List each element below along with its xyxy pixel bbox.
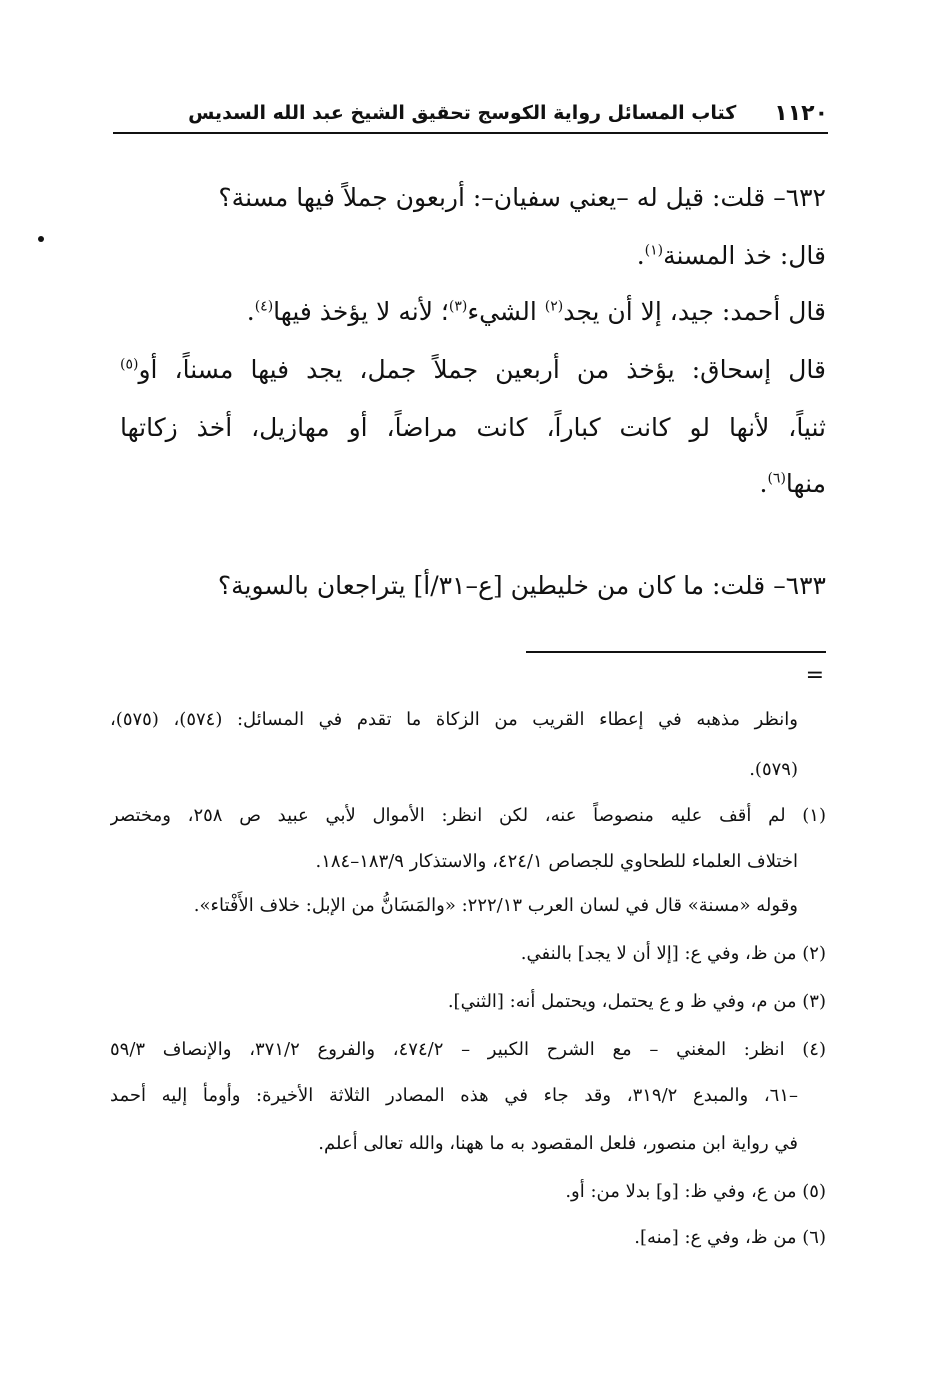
footnote-ref-5: (٥) bbox=[120, 356, 139, 373]
running-title: كتاب المسائل رواية الكوسج تحقيق الشيخ عبد الله السديس bbox=[188, 102, 737, 124]
page-number: ١١٢٠ bbox=[774, 101, 828, 126]
footnote-1-line-1: (١) لم أقف عليه منصوصاً عنه، لكن انظر: الأموال لأبي عبيد ص ٢٥٨، ومختصر bbox=[110, 805, 826, 826]
q632-line-3-end: . bbox=[246, 297, 255, 326]
footnote-1-line-2: اختلاف العلماء للطحاوي للجصاص ٤٢٤/١، والاستذكار ١٨٣/٩–١٨٤. bbox=[315, 851, 798, 872]
margin-dot bbox=[38, 236, 44, 242]
q632-line-3 bbox=[120, 292, 826, 332]
q632-line-2-text: قال: خذ المسنة bbox=[663, 241, 826, 270]
footnote-separator bbox=[526, 651, 826, 653]
footnote-ref-3: (٣) bbox=[448, 298, 468, 315]
q632-line-5: ثنياً، لأنها لو كانت كباراً، كانت مراضاً، أو مهازيل، أخذ زكاتها bbox=[120, 413, 826, 442]
q632-line-1: ٦٣٢– قلت: قيل له –يعني سفيان–: أربعون جملاً فيها مسنة؟ bbox=[218, 183, 826, 212]
footnote-continuation-mark: = bbox=[805, 663, 824, 688]
page-header bbox=[113, 92, 828, 134]
footnote-2: (٢) من ظ، وفي ع: [إلا أن لا يجد] بالنفي. bbox=[520, 943, 826, 964]
footnote-4-line-2: –٦١، والمبدع ٣١٩/٢، وقد جاء في هذه المصادر الثلاثة الأخيرة: وأومأ إليه أحمد bbox=[110, 1085, 798, 1106]
footnote-ref-1: (١) bbox=[644, 242, 664, 259]
footnote-4-line-1: (٤) انظر: المغني – مع الشرح الكبير – ٤٧٤/٢، والفروع ٣٧١/٢، والإنصاف ٥٩/٣ bbox=[110, 1039, 826, 1060]
q632-line-6-text: منها bbox=[785, 469, 826, 498]
footnote-ref-6: (٦) bbox=[767, 470, 786, 487]
q633-line: ٦٣٣– قلت: ما كان من خليطين [ع–٣١/أ] يتراجعان بالسوية؟ bbox=[217, 571, 826, 600]
footnote-6: (٦) من ظ، وفي ع: [منه]. bbox=[634, 1227, 826, 1248]
footnote-ref-2: (٢) bbox=[544, 298, 564, 315]
footnote-3: (٣) من م، وفي ظ و ع يحتمل، ويحتمل أنه: [الثني]. bbox=[447, 991, 826, 1012]
q632-line-3-part-a: قال أحمد: جيد، إلا أن يجد bbox=[563, 297, 826, 326]
q632-line-4-text: قال إسحاق: يؤخذ من أربعين جملاً جمل، يجد فيها مسناً، أو bbox=[138, 355, 826, 384]
footnote-4-line-3: في رواية ابن منصور، فلعل المقصود به ما ههنا، والله تعالى أعلم. bbox=[318, 1133, 798, 1154]
q632-line-4 bbox=[120, 350, 826, 390]
q632-line-6-end: . bbox=[759, 469, 768, 498]
footnote-5: (٥) من ع، وفي ظ: [و] بدلا من: أو. bbox=[565, 1181, 826, 1202]
q632-line-3-part-c: ؛ لأنه لا يؤخذ فيها bbox=[273, 297, 449, 326]
q632-line-3-part-b: الشيء bbox=[467, 297, 545, 326]
footnote-ref-4: (٤) bbox=[254, 298, 274, 315]
footnote-continued-line-1: وانظر مذهبه في إعطاء القريب من الزكاة ما تقدم في المسائل: (٥٧٤)، (٥٧٥)، bbox=[110, 709, 798, 730]
q632-line-6 bbox=[120, 464, 826, 504]
q632-line-2-end: . bbox=[636, 241, 645, 270]
footnote-continued-line-2: (٥٧٩). bbox=[749, 759, 798, 780]
footnote-1-line-3: وقوله «مسنة» قال في لسان العرب ٢٢٢/١٣: «والمَسَانُّ من الإبل: خلاف الأَفْتاء». bbox=[193, 895, 798, 916]
q632-line-2 bbox=[120, 236, 826, 276]
